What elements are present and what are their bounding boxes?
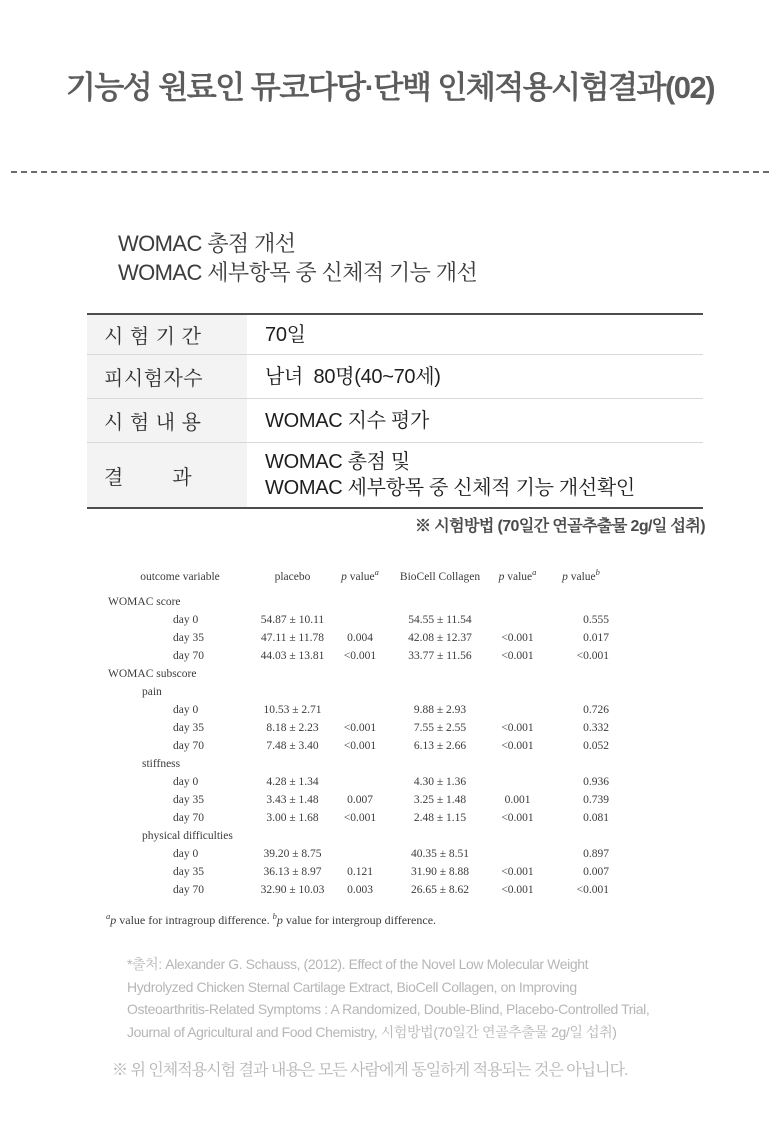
dashed-divider — [11, 171, 769, 173]
p-value-intergroup: 0.726 — [583, 704, 609, 716]
study-heading-line-1: WOMAC 총점 개선 — [118, 231, 296, 256]
table-row — [105, 665, 617, 683]
biocell-value — [390, 683, 490, 701]
p-value-intergroup — [545, 665, 617, 683]
summary-row — [87, 355, 703, 399]
summary-row-label: 시 험 내 용 — [87, 399, 247, 442]
p-value-intragroup-placebo: 0.003 — [347, 884, 373, 896]
p-value-intragroup-placebo — [330, 683, 390, 701]
source-citation — [127, 953, 687, 1043]
p-value-intergroup: 0.007 — [583, 866, 609, 878]
study-heading — [118, 229, 477, 287]
p-value-intragroup-biocell — [490, 611, 545, 629]
p-value-intragroup-biocell: <0.001 — [501, 650, 534, 662]
p-value-intragroup-biocell: <0.001 — [501, 632, 534, 644]
placebo-value: 3.00 ± 1.68 — [266, 812, 319, 824]
disclaimer-text: ※ 위 인체적용시험 결과 내용은 모든 사람에게 동일하게 적용되는 것은 아닙니다. — [112, 1062, 628, 1079]
row-label: day 70 — [173, 740, 204, 752]
summary-value-line: 남녀 80명(40~70세) — [265, 365, 441, 388]
row-label: day 70 — [173, 650, 204, 662]
biocell-value — [390, 593, 490, 611]
placebo-value — [255, 827, 330, 845]
table-row — [105, 755, 617, 773]
row-label: stiffness — [142, 758, 181, 770]
table-row — [105, 629, 617, 647]
summary-value-line: 70일 — [265, 323, 306, 346]
p-value-intragroup-biocell: <0.001 — [501, 812, 534, 824]
row-label: pain — [142, 686, 162, 698]
placebo-value — [255, 755, 330, 773]
p-value-intragroup-placebo: <0.001 — [343, 650, 377, 662]
table-row — [105, 647, 617, 665]
col-header-biocell-collagen: BioCell Collagen — [399, 571, 481, 583]
study-heading-line-2: WOMAC 세부항목 중 신체적 기능 개선 — [118, 260, 478, 285]
source-citation-line: Hydrolyzed Chicken Sternal Cartilage Extract, BioCell Collagen, on Improving — [127, 978, 577, 995]
journal-results-scan — [105, 566, 617, 928]
p-value-intergroup: 0.332 — [583, 722, 609, 734]
p-value-intragroup-biocell — [490, 755, 545, 773]
table-row — [105, 827, 617, 845]
p-value-intragroup-placebo — [330, 827, 390, 845]
p-value-intragroup-biocell — [490, 773, 545, 791]
p-value-intergroup: 0.739 — [583, 794, 609, 806]
col-header-outcome-variable: outcome variable — [140, 571, 220, 583]
biocell-value: 7.55 ± 2.55 — [413, 722, 467, 734]
p-value-intergroup: <0.001 — [576, 884, 609, 896]
row-label: day 35 — [173, 632, 204, 644]
p-value-intergroup: 0.081 — [583, 812, 609, 824]
source-citation-line: Journal of Agricultural and Food Chemistry, 시험방법(70일간 연골추출물 2g/일 섭취) — [127, 1023, 617, 1040]
table-row — [105, 863, 617, 881]
table-row — [105, 683, 617, 701]
method-note: ※ 시험방법 (70일간 연골추출물 2g/일 섭취) — [415, 518, 705, 535]
table-row — [105, 773, 617, 791]
placebo-value: 47.11 ± 11.78 — [261, 632, 324, 644]
summary-row — [87, 399, 703, 443]
col-header-p-value-a1: p value$^a$ — [341, 567, 379, 583]
source-citation-line: *출처: Alexander G. Schauss, (2012). Effect of the Novel Low Molecular Weight — [127, 956, 589, 972]
p-value-intragroup-biocell — [490, 593, 545, 611]
biocell-value — [390, 665, 490, 683]
p-value-intragroup-biocell — [490, 827, 545, 845]
biocell-value: 26.65 ± 8.62 — [410, 884, 470, 896]
placebo-value: 39.20 ± 8.75 — [263, 848, 322, 860]
page-title: 기능성 원료인 뮤코다당·단백 인체적용시험결과(02) — [65, 70, 715, 105]
p-value-intragroup-placebo: <0.001 — [343, 722, 377, 734]
summary-row — [87, 315, 703, 355]
table-row — [105, 719, 617, 737]
biocell-value: 31.90 ± 8.88 — [410, 866, 470, 878]
table-row — [105, 845, 617, 863]
placebo-value: 7.48 ± 3.40 — [266, 740, 319, 752]
placebo-value: 8.18 ± 2.23 — [266, 722, 319, 734]
table-row — [105, 611, 617, 629]
p-value-intragroup-placebo: 0.007 — [347, 794, 373, 806]
placebo-value: 36.13 ± 8.97 — [263, 866, 322, 878]
placebo-value — [255, 683, 330, 701]
p-value-intergroup — [545, 755, 617, 773]
row-label: day 35 — [173, 722, 204, 734]
summary-row-value — [247, 315, 703, 354]
row-label: day 0 — [173, 848, 199, 860]
placebo-value: 10.53 ± 2.71 — [263, 704, 322, 716]
p-value-intergroup: 0.897 — [583, 848, 609, 860]
p-value-intragroup-placebo — [330, 755, 390, 773]
p-value-intragroup-placebo — [330, 611, 390, 629]
p-value-intergroup — [545, 683, 617, 701]
row-label: day 0 — [173, 614, 199, 626]
p-value-intergroup: 0.052 — [583, 740, 609, 752]
summary-row-label: 결 과 — [87, 443, 247, 507]
p-value-intergroup — [545, 593, 617, 611]
row-label: day 35 — [173, 794, 204, 806]
summary-row — [87, 443, 703, 507]
source-citation-line: Osteoarthritis-Related Symptoms : A Randomized, Double-Blind, Placebo-Controlled Trial, — [127, 1001, 650, 1017]
row-label: day 0 — [173, 776, 199, 788]
table-row — [105, 881, 617, 899]
p-value-intergroup — [545, 827, 617, 845]
p-value-intragroup-placebo — [330, 665, 390, 683]
table-row — [105, 791, 617, 809]
table-row — [105, 737, 617, 755]
placebo-value: 32.90 ± 10.03 — [260, 884, 325, 896]
placebo-value — [255, 593, 330, 611]
study-summary-table — [87, 313, 703, 509]
summary-value-line: WOMAC 지수 평가 — [265, 409, 429, 432]
summary-row-label: 시 험 기 간 — [87, 315, 247, 354]
col-header-p-value-a2: p value$^a$ — [498, 567, 537, 583]
biocell-value — [390, 755, 490, 773]
summary-row-value — [247, 443, 703, 507]
p-value-intragroup-biocell: <0.001 — [501, 884, 534, 896]
row-label: WOMAC score — [108, 596, 181, 608]
p-value-intragroup-biocell: <0.001 — [501, 722, 534, 734]
biocell-value: 54.55 ± 11.54 — [408, 614, 472, 626]
biocell-value: 6.13 ± 2.66 — [413, 740, 467, 752]
p-value-intragroup-biocell: <0.001 — [501, 866, 534, 878]
biocell-value: 9.88 ± 2.93 — [413, 704, 467, 716]
p-value-intragroup-biocell — [490, 683, 545, 701]
summary-row-value — [247, 399, 703, 442]
placebo-value: 54.87 ± 10.11 — [260, 614, 325, 626]
biocell-value: 40.35 ± 8.51 — [410, 848, 470, 860]
placebo-value — [255, 665, 330, 683]
summary-row-label: 피시험자수 — [87, 355, 247, 398]
col-header-placebo: placebo — [274, 571, 311, 583]
p-value-intragroup-biocell — [490, 665, 545, 683]
row-label: day 70 — [173, 884, 204, 896]
table-row — [105, 701, 617, 719]
p-value-intragroup-biocell: <0.001 — [501, 740, 534, 752]
summary-value-line: WOMAC 총점 및 — [265, 451, 410, 473]
row-label: WOMAC subscore — [108, 668, 197, 680]
p-value-intragroup-placebo — [330, 773, 390, 791]
p-value-intragroup-placebo: 0.121 — [347, 866, 373, 878]
table-row — [105, 809, 617, 827]
p-value-intragroup-placebo: 0.004 — [347, 632, 373, 644]
col-header-p-value-b: p value$^b$ — [562, 567, 600, 583]
biocell-value: 3.25 ± 1.48 — [413, 794, 467, 806]
row-label: physical difficulties — [142, 830, 233, 842]
row-label: day 0 — [173, 704, 199, 716]
placebo-value: 44.03 ± 13.81 — [260, 650, 325, 662]
p-value-intragroup-placebo: <0.001 — [343, 740, 377, 752]
biocell-value: 2.48 ± 1.15 — [413, 812, 467, 824]
table-footnote: $^a$p value for intragroup difference. $^b$p value for intergroup difference. — [106, 911, 437, 927]
biocell-value: 4.30 ± 1.36 — [413, 776, 467, 788]
p-value-intergroup: 0.555 — [583, 614, 609, 626]
results-table — [105, 566, 617, 899]
p-value-intergroup: <0.001 — [576, 650, 609, 662]
table-header-row — [105, 566, 617, 593]
row-label: day 35 — [173, 866, 204, 878]
p-value-intergroup: 0.936 — [583, 776, 609, 788]
p-value-intragroup-placebo — [330, 701, 390, 719]
p-value-intragroup-biocell — [490, 845, 545, 863]
p-value-intragroup-placebo: <0.001 — [343, 812, 377, 824]
summary-row-value — [247, 355, 703, 398]
summary-value-line: WOMAC 세부항목 중 신체적 기능 개선확인 — [265, 477, 635, 499]
p-value-intragroup-placebo — [330, 593, 390, 611]
placebo-value: 3.43 ± 1.48 — [266, 794, 319, 806]
biocell-value: 33.77 ± 11.56 — [408, 650, 472, 662]
p-value-intragroup-biocell — [490, 701, 545, 719]
row-label: day 70 — [173, 812, 204, 824]
p-value-intragroup-placebo — [330, 845, 390, 863]
p-value-intergroup: 0.017 — [583, 632, 609, 644]
table-row — [105, 593, 617, 611]
biocell-value — [390, 827, 490, 845]
p-value-intragroup-biocell: 0.001 — [504, 794, 531, 806]
biocell-value: 42.08 ± 12.37 — [408, 632, 472, 644]
placebo-value: 4.28 ± 1.34 — [266, 776, 319, 788]
